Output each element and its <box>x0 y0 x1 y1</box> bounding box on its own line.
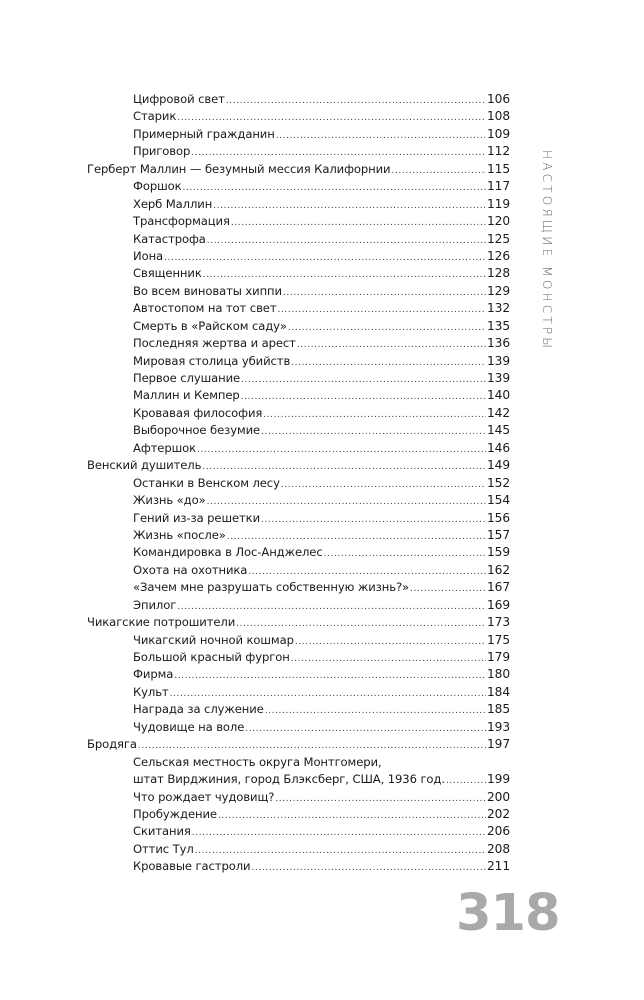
toc-entry-title: Примерный гражданин <box>133 126 275 141</box>
dot-leader <box>261 512 486 527</box>
toc-entry-page: 108 <box>487 109 510 124</box>
toc-section-entry <box>87 701 510 718</box>
toc-section-entry <box>87 544 510 561</box>
dot-leader <box>174 668 486 683</box>
toc-entry-title: Венский душитель <box>87 458 202 473</box>
toc-section-entry <box>87 283 510 300</box>
dot-leader <box>446 773 486 788</box>
toc-entry-title: Чикагские потрошители <box>87 615 236 630</box>
dot-leader <box>263 407 486 422</box>
toc-section-entry <box>87 771 510 788</box>
toc-section-entry <box>87 178 510 195</box>
toc-section-entry <box>87 527 510 544</box>
toc-entry-page: 156 <box>487 510 510 525</box>
toc-section-entry <box>87 666 510 683</box>
toc-entry-page: 117 <box>487 179 510 194</box>
toc-entry-page: 175 <box>487 632 510 647</box>
toc-entry-page: 119 <box>487 196 510 211</box>
toc-section-entry <box>87 754 510 771</box>
toc-section-entry <box>87 806 510 823</box>
toc-entry-page: 136 <box>487 336 510 351</box>
toc-entry-page: 115 <box>487 161 510 176</box>
dot-leader <box>192 825 486 840</box>
page-number: 318 <box>456 884 560 943</box>
dot-leader <box>251 860 486 875</box>
toc-entry-title: Чудовище на воле <box>133 719 245 734</box>
toc-entry-page: 135 <box>487 318 510 333</box>
toc-entry-page: 180 <box>487 667 510 682</box>
toc-section-entry <box>87 858 510 875</box>
toc-entry-page: 185 <box>487 702 510 717</box>
toc-entry-page: 173 <box>487 615 510 630</box>
toc-section-entry <box>87 492 510 509</box>
toc-entry-page: 159 <box>487 545 510 560</box>
dot-leader <box>170 686 486 701</box>
dot-leader <box>276 128 486 143</box>
toc-chapter-entry <box>87 736 510 753</box>
dot-leader <box>241 372 486 387</box>
toc-entry-title: Чикагский ночной кошмар <box>133 632 294 647</box>
dot-leader <box>265 703 486 718</box>
toc-entry-page: 132 <box>487 301 510 316</box>
dot-leader <box>283 285 486 300</box>
toc-entry-title: Во всем виноваты хиппи <box>133 283 282 298</box>
toc-entry-page: 126 <box>487 248 510 263</box>
toc-entry-page: 129 <box>487 283 510 298</box>
toc-entry-title: Герберт Маллин — безумный мессия Калифорнии <box>87 161 391 176</box>
dot-leader <box>197 442 486 457</box>
dot-leader <box>226 93 486 108</box>
dot-leader <box>207 233 486 248</box>
toc-entry-page: 208 <box>487 841 510 856</box>
toc-entry-title: Приговор <box>133 144 191 159</box>
toc-entry-title: Последняя жертва и арест <box>133 336 296 351</box>
toc-section-entry <box>87 649 510 666</box>
dot-leader <box>391 163 486 178</box>
toc-entry-title: Останки в Венском лесу <box>133 475 280 490</box>
toc-entry-page: 197 <box>487 737 510 752</box>
toc-entry-title: Автостопом на тот свет <box>133 301 277 316</box>
dot-leader <box>281 477 486 492</box>
toc-entry-page: 179 <box>487 650 510 664</box>
toc-entry-page: 142 <box>487 405 510 420</box>
toc-entry-title: Командировка в Лос-Анджелес <box>133 545 323 560</box>
toc-entry-title: Жизнь «после» <box>133 527 226 542</box>
toc-entry-title: штат Вирджиния, город Блэксберг, США, 1936 год. <box>133 772 445 787</box>
toc-entry-title: Что рождает чудовищ? <box>133 789 275 804</box>
toc-section-entry <box>87 300 510 317</box>
dot-leader <box>278 302 487 317</box>
toc-section-entry <box>87 91 510 108</box>
dot-leader <box>177 110 486 125</box>
toc-entry-title: Цифровой свет <box>133 92 225 106</box>
toc-section-entry <box>87 108 510 125</box>
dot-leader <box>183 180 486 195</box>
toc-section-entry <box>87 335 510 352</box>
toc-section-entry <box>87 126 510 143</box>
toc-entry-page: 128 <box>487 266 510 281</box>
dot-leader <box>203 267 486 282</box>
dot-leader <box>164 250 486 265</box>
toc-entry-title: Трансформация <box>133 214 230 229</box>
dot-leader <box>291 651 486 666</box>
toc-entry-title: Маллин и Кемпер <box>133 388 240 403</box>
toc-entry-title: Оттис Тул <box>133 841 194 856</box>
toc-entry-title: Первое слушание <box>133 371 241 385</box>
toc-entry-page: 211 <box>487 859 510 874</box>
dot-leader <box>231 215 486 230</box>
toc-entry-title: Сельская местность округа Монтгомери, <box>133 754 382 769</box>
toc-section-entry <box>87 597 510 614</box>
toc-entry-title: Иона <box>133 248 164 263</box>
running-head: НАСТОЯЩИЕ МОНСТРЫ <box>540 150 554 352</box>
dot-leader <box>207 494 486 509</box>
toc-entry-page: 145 <box>487 423 510 438</box>
toc-entry-page: 139 <box>487 353 510 368</box>
toc-section-entry <box>87 422 510 439</box>
dot-leader <box>275 791 486 806</box>
dot-leader <box>261 424 486 439</box>
toc-section-entry <box>87 823 510 840</box>
toc-entry-title: Мировая столица убийств <box>133 353 291 368</box>
toc-section-entry <box>87 475 510 492</box>
dot-leader <box>236 616 486 631</box>
toc-entry-title: Жизнь «до» <box>133 493 206 508</box>
dot-leader <box>191 145 486 160</box>
toc-chapter-entry <box>87 457 510 474</box>
toc-entry-page: 199 <box>487 772 510 787</box>
toc-section-entry <box>87 387 510 404</box>
toc-section-entry <box>87 213 510 230</box>
toc-entry-page: 139 <box>487 371 510 385</box>
toc-entry-page: 193 <box>487 719 510 734</box>
toc-section-entry <box>87 370 510 387</box>
toc-entry-title: Священник <box>133 266 202 281</box>
toc-entry-page: 112 <box>487 144 510 159</box>
toc-entry-page: 120 <box>487 214 510 229</box>
toc-section-entry <box>87 143 510 160</box>
toc-entry-title: Бродяга <box>87 737 137 752</box>
toc-entry-page: 149 <box>487 458 510 473</box>
toc-entry-title: Гений из-за решетки <box>133 510 261 525</box>
dot-leader <box>291 355 486 370</box>
toc-entry-title: Херб Маллин <box>133 196 213 211</box>
toc-entry-page: 106 <box>487 92 510 106</box>
toc-entry-title: Кровавая философия <box>133 405 263 420</box>
toc-entry-title: Скитания <box>133 824 191 839</box>
toc-entry-title: Смерть в «Райском саду» <box>133 318 287 333</box>
dot-leader <box>177 599 486 614</box>
dot-leader <box>138 738 486 753</box>
toc-section-entry <box>87 318 510 335</box>
toc-entry-page: 162 <box>487 562 510 577</box>
toc-section-entry <box>87 231 510 248</box>
toc-entry-title: Большой красный фургон <box>133 650 290 664</box>
dot-leader <box>218 808 486 823</box>
toc-chapter-entry <box>87 161 510 178</box>
dot-leader <box>297 337 486 352</box>
toc-section-entry <box>87 353 510 370</box>
toc-entry-title: Культ <box>133 684 169 699</box>
toc-section-entry <box>87 719 510 736</box>
dot-leader <box>288 320 486 335</box>
dot-leader <box>324 546 486 561</box>
toc-section-entry <box>87 789 510 806</box>
dot-leader <box>410 581 486 596</box>
toc-section-entry <box>87 632 510 649</box>
toc-entry-title: Награда за служение <box>133 702 264 717</box>
toc-entry-title: Старик <box>133 109 177 124</box>
toc-entry-title: Эпилог <box>133 597 177 612</box>
toc-entry-page: 184 <box>487 684 510 699</box>
dot-leader <box>227 529 486 544</box>
toc-section-entry <box>87 265 510 282</box>
toc-entry-page: 125 <box>487 231 510 246</box>
dot-leader <box>245 721 486 736</box>
toc-entry-page: 167 <box>487 580 510 595</box>
toc-entry-title: Форшок <box>133 179 182 194</box>
toc-entry-page: 169 <box>487 597 510 612</box>
toc-section-entry <box>87 196 510 213</box>
toc-section-entry <box>87 579 510 596</box>
toc-entry-page: 154 <box>487 493 510 508</box>
toc-entry-page: 200 <box>487 789 510 804</box>
dot-leader <box>202 459 486 474</box>
toc-entry-title: Фирма <box>133 667 174 682</box>
dot-leader <box>213 198 486 213</box>
dot-leader <box>241 389 486 404</box>
toc-entry-title: Охота на охотника <box>133 562 248 577</box>
toc-entry-title: Катастрофа <box>133 231 206 246</box>
toc-entry-page: 202 <box>487 806 510 821</box>
toc-entry-title: Афтершок <box>133 440 196 455</box>
dot-leader <box>295 634 486 649</box>
toc-entry-title: Пробуждение <box>133 806 217 821</box>
toc-section-entry <box>87 440 510 457</box>
toc-section-entry <box>87 562 510 579</box>
toc-section-entry <box>87 684 510 701</box>
table-of-contents <box>87 91 510 876</box>
toc-entry-title: «Зачем мне разрушать собственную жизнь?» <box>133 580 410 595</box>
toc-section-entry <box>87 248 510 265</box>
dot-leader <box>248 564 486 579</box>
toc-entry-page: 157 <box>487 527 510 542</box>
toc-chapter-entry <box>87 614 510 631</box>
toc-section-entry <box>87 405 510 422</box>
toc-entry-page: 152 <box>487 475 510 490</box>
toc-entry-page: 109 <box>487 126 510 141</box>
toc-section-entry <box>87 841 510 858</box>
toc-section-entry <box>87 510 510 527</box>
toc-entry-page: 146 <box>487 440 510 455</box>
dot-leader <box>195 843 486 858</box>
toc-entry-page: 206 <box>487 824 510 839</box>
toc-entry-title: Кровавые гастроли <box>133 859 251 874</box>
toc-entry-title: Выборочное безумие <box>133 423 261 438</box>
toc-entry-page: 140 <box>487 388 510 403</box>
